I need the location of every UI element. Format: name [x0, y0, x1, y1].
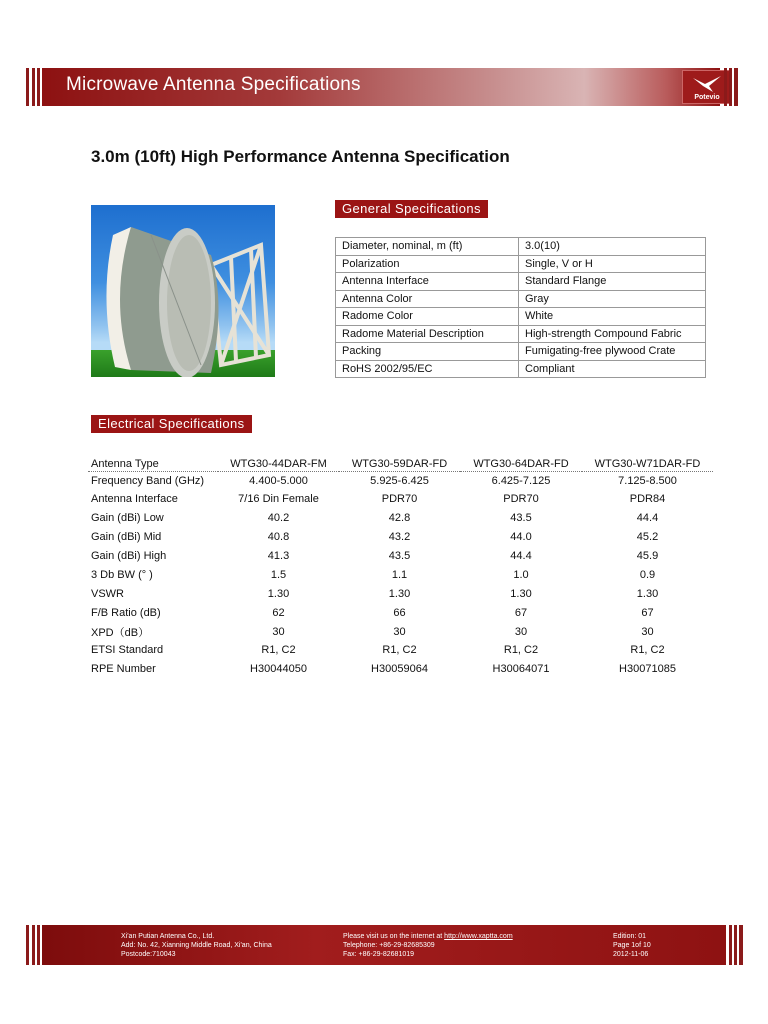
electrical-spec-label: Gain (dBi) Mid — [91, 531, 162, 544]
footer-internet — [343, 932, 513, 941]
electrical-spec-value: 67 — [641, 606, 654, 619]
electrical-spec-value: 1.30 — [636, 587, 659, 600]
footer-company: Xi'an Putian Antenna Co., Ltd. — [121, 933, 215, 940]
electrical-spec-value: 6.425-7.125 — [491, 474, 551, 487]
general-spec-key: Diameter, nominal, m (ft) — [336, 238, 519, 256]
electrical-spec-value: 40.8 — [267, 531, 290, 544]
electrical-spec-row — [88, 471, 713, 490]
footer-contact-block — [343, 932, 513, 959]
electrical-spec-row — [88, 622, 713, 641]
footer-stripe — [729, 925, 732, 965]
page-title: 3.0m (10ft) High Performance Antenna Specification — [91, 147, 510, 166]
electrical-spec-value: R1, C2 — [630, 644, 665, 657]
footer-postcode: Postcode:710043 — [121, 951, 176, 958]
electrical-spec-value: 66 — [393, 606, 406, 619]
electrical-spec-value: 1.30 — [510, 587, 532, 600]
electrical-spec-value: 62 — [272, 606, 285, 619]
electrical-spec-value: 1.30 — [388, 587, 411, 600]
electrical-spec-value: 1.1 — [391, 568, 408, 581]
footer-gradient — [42, 925, 726, 965]
electrical-spec-value: 5.925-6.425 — [370, 474, 429, 487]
general-specs-table — [335, 237, 706, 378]
general-spec-value: 3.0(10) — [519, 238, 706, 256]
electrical-spec-label: RPE Number — [91, 663, 156, 676]
general-spec-row — [336, 255, 706, 273]
general-spec-key: Antenna Interface — [336, 273, 519, 291]
electrical-spec-row — [88, 584, 713, 603]
electrical-spec-row — [88, 547, 713, 566]
electrical-spec-label: Antenna Interface — [91, 493, 178, 506]
electrical-spec-value: R1, C2 — [261, 644, 296, 657]
electrical-spec-value: 44.4 — [636, 512, 659, 525]
electrical-header-model: WTG30-44DAR-FM — [218, 452, 339, 471]
footer-company-block — [121, 932, 272, 959]
electrical-spec-value: 43.5 — [510, 512, 532, 525]
electrical-spec-value: 30 — [393, 625, 406, 638]
general-spec-row — [336, 343, 706, 361]
general-spec-value: Compliant — [519, 360, 706, 378]
electrical-header-label: Antenna Type — [88, 452, 218, 471]
logo-text: Potevio — [694, 94, 720, 101]
antenna-photo — [91, 205, 275, 377]
footer-fax: Fax: +86-29-82681019 — [343, 951, 415, 958]
footer-address: Add: No. 42, Xianning Middle Road, Xi'an, China — [121, 942, 272, 949]
header-stripe — [26, 68, 29, 106]
electrical-spec-label: 3 Db BW (° ) — [91, 568, 153, 581]
electrical-spec-value: 1.5 — [270, 568, 287, 581]
electrical-spec-row — [88, 565, 713, 584]
electrical-spec-label: Gain (dBi) Low — [91, 512, 164, 525]
electrical-spec-value: 43.5 — [388, 550, 411, 562]
logo-bird-icon — [691, 74, 723, 94]
footer-stripe — [26, 925, 29, 965]
general-spec-row — [336, 238, 706, 256]
electrical-spec-value: 67 — [514, 606, 528, 619]
general-spec-key: Packing — [336, 343, 519, 361]
general-spec-key: Antenna Color — [336, 290, 519, 308]
electrical-spec-label: F/B Ratio (dB) — [91, 606, 161, 619]
general-spec-row — [336, 273, 706, 291]
general-spec-row — [336, 290, 706, 308]
footer-telephone: Telephone: +86-29-82685309 — [343, 942, 435, 949]
header-stripe — [32, 68, 35, 106]
electrical-spec-value: 30 — [272, 625, 285, 638]
electrical-spec-value: 44.4 — [510, 550, 532, 562]
general-spec-value: Gray — [519, 290, 706, 308]
electrical-spec-value: H30044050 — [250, 663, 307, 676]
general-spec-value: White — [519, 308, 706, 326]
general-spec-value: Fumigating-free plywood Crate — [519, 343, 706, 361]
electrical-header-model: WTG30-59DAR-FD — [339, 452, 460, 471]
electrical-spec-value: H30064071 — [492, 663, 550, 676]
electrical-spec-value: 0.9 — [639, 568, 656, 581]
general-spec-value: Single, V or H — [519, 255, 706, 273]
electrical-specs-heading: Electrical Specifications — [91, 415, 252, 433]
electrical-spec-value: 42.8 — [388, 512, 411, 525]
footer-date: 2012-11-06 — [613, 951, 649, 958]
general-spec-key: Radome Material Description — [336, 325, 519, 343]
electrical-spec-value: R1, C2 — [382, 644, 417, 657]
footer-stripe — [37, 925, 40, 965]
electrical-spec-value: 41.3 — [267, 550, 290, 562]
electrical-spec-value: 40.2 — [267, 512, 290, 525]
electrical-spec-value: 7.125-8.500 — [618, 474, 677, 487]
antenna-illustration — [91, 205, 275, 377]
header-stripe — [724, 68, 727, 106]
electrical-spec-value: 7/16 Din Female — [238, 493, 319, 506]
electrical-spec-value: 30 — [514, 625, 528, 638]
footer-stripe — [739, 925, 743, 965]
electrical-spec-value: 4.400-5.000 — [249, 474, 308, 487]
electrical-specs-table — [88, 452, 713, 679]
footer-band — [26, 925, 744, 965]
electrical-spec-row — [88, 660, 713, 679]
general-spec-value: Standard Flange — [519, 273, 706, 291]
general-spec-row — [336, 360, 706, 378]
electrical-spec-value: R1, C2 — [503, 644, 539, 657]
electrical-header-model: WTG30-64DAR-FD — [460, 452, 582, 471]
electrical-spec-row — [88, 641, 713, 660]
general-spec-value: High-strength Compound Fabric — [519, 325, 706, 343]
electrical-spec-label: XPD（dB） — [91, 626, 150, 639]
electrical-spec-row — [88, 528, 713, 547]
electrical-spec-value: PDR84 — [629, 493, 666, 506]
general-spec-key: RoHS 2002/95/EC — [336, 360, 519, 378]
footer-edition-block — [613, 932, 651, 959]
electrical-spec-value: H30059064 — [371, 663, 428, 676]
electrical-spec-value: 45.9 — [636, 550, 659, 562]
general-spec-key: Radome Color — [336, 308, 519, 326]
header-gradient — [42, 68, 720, 106]
electrical-spec-row — [88, 490, 713, 509]
header-stripe — [37, 68, 40, 106]
footer-edition: Edition: 01 — [613, 933, 647, 940]
footer-website-link[interactable]: http://www.xaptta.com — [444, 933, 513, 940]
electrical-spec-row — [88, 603, 713, 622]
electrical-spec-value: 1.30 — [267, 587, 290, 600]
header-title: Microwave Antenna Specifications — [66, 74, 361, 95]
company-logo — [682, 70, 730, 104]
footer-stripe — [734, 925, 737, 965]
footer-stripe — [32, 925, 35, 965]
footer-internet-prefix: Please visit us on the internet at — [343, 933, 445, 940]
general-spec-row — [336, 308, 706, 326]
electrical-header-model: WTG30-W71DAR-FD — [582, 452, 713, 471]
electrical-spec-label: ETSI Standard — [91, 644, 164, 657]
electrical-spec-value: H30071085 — [619, 663, 676, 676]
electrical-spec-value: 43.2 — [388, 531, 411, 544]
electrical-spec-label: VSWR — [91, 587, 124, 600]
electrical-spec-row — [88, 509, 713, 528]
electrical-spec-value: 1.0 — [513, 568, 529, 581]
electrical-spec-value: 30 — [641, 625, 654, 638]
electrical-spec-value: 45.2 — [636, 531, 659, 544]
header-band — [26, 68, 738, 106]
general-spec-row — [336, 325, 706, 343]
general-spec-key: Polarization — [336, 255, 519, 273]
electrical-spec-value: PDR70 — [503, 493, 539, 506]
header-stripe — [729, 68, 732, 106]
electrical-spec-label: Frequency Band (GHz) — [91, 474, 205, 487]
footer-page: Page 1of 10 — [613, 942, 651, 949]
header-stripe — [734, 68, 738, 106]
general-specs-heading: General Specifications — [335, 200, 488, 218]
electrical-spec-value: PDR70 — [381, 493, 418, 506]
electrical-spec-value: 44.0 — [510, 531, 532, 544]
electrical-spec-label: Gain (dBi) High — [91, 550, 167, 562]
